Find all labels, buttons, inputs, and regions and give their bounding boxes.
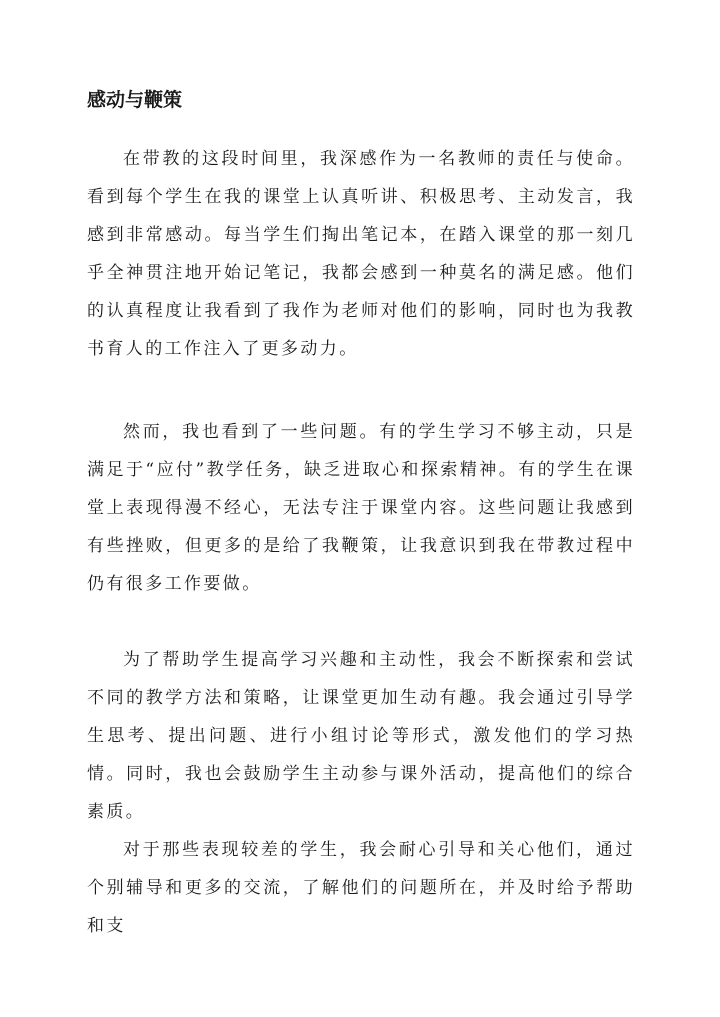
paragraph-2: 然而，我也看到了一些问题。有的学生学习不够主动，只是满足于“应付”教学任务，缺乏进取心和探索精神。有的学生在课堂上表现得漫不经心，无法专注于课堂内容。这些问题让我感到有些挫败，但更多的是给了我鞭策，让我意识到我在带教过程中仍有很多工作要做。: [87, 422, 635, 594]
paragraph-3: 为了帮助学生提高学习兴趣和主动性，我会不断探索和尝试不同的教学方法和策略，让课堂更加生动有趣。我会通过引导学生思考、提出问题、进行小组讨论等形式，激发他们的学习热情。同时，我也会鼓励学生主动参与课外活动，提高他们的综合素质。: [87, 650, 635, 822]
paragraph-4: 对于那些表现较差的学生，我会耐心引导和关心他们，通过个别辅导和更多的交流，了解他们的问题所在，并及时给予帮助和支: [87, 840, 635, 936]
document-title: 感动与鞭策: [87, 89, 183, 111]
paragraph-1: 在带教的这段时间里，我深感作为一名教师的责任与使命。看到每个学生在我的课堂上认真听讲、积极思考、主动发言，我感到非常感动。每当学生们掏出笔记本，在踏入课堂的那一刻几乎全神贯注地开始记笔记，我都会感到一种莫名的满足感。他们的认真程度让我看到了我作为老师对他们的影响，同时也为我教书育人的工作注入了更多动力。: [87, 149, 635, 359]
